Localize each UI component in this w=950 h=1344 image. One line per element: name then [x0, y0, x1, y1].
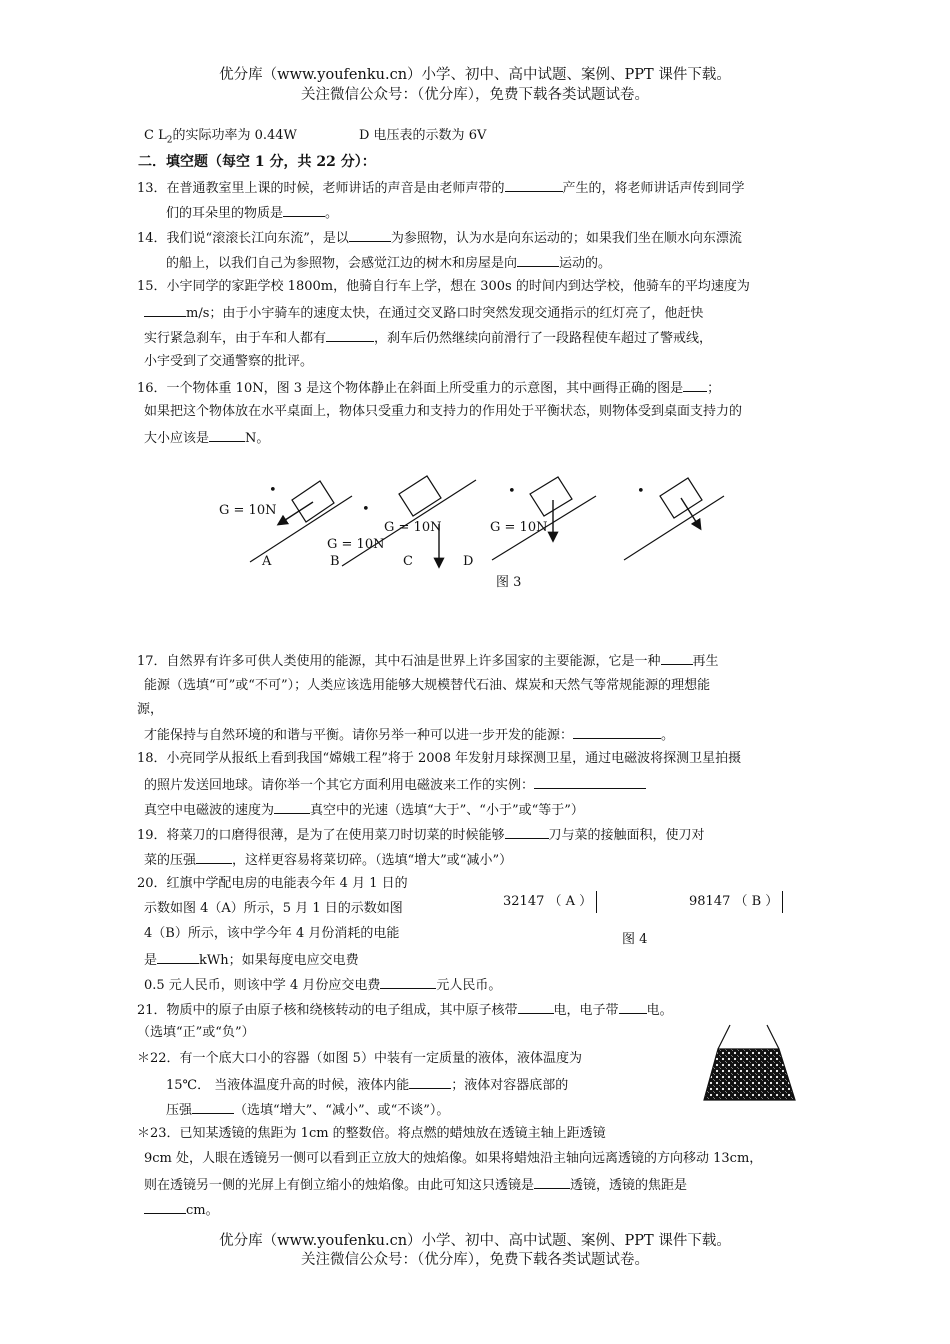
q16-line-2: 如果把这个物体放在水平桌面上，物体只受重力和支持力的作用处于平衡状态，则物体受到桌面支持力的	[144, 404, 743, 419]
q17-text-d: 。	[661, 728, 675, 743]
option-label-a: A	[262, 554, 272, 569]
q13-text-d: 。	[325, 206, 339, 221]
option-c-subscript: 2	[166, 135, 173, 146]
q16-text-c: 大小应该是	[144, 431, 210, 446]
q19-text-d: ，这样更容易将菜切碎。（选填“增大”或“减小”）	[232, 853, 513, 868]
dot-d: •	[637, 484, 645, 499]
dot-a: •	[269, 483, 277, 498]
footer-line-1: 优分库（www.youfenku.cn）小学、初中、高中试题、案例、PPT 课件下载。	[219, 1233, 731, 1249]
q21-text-a: 21．物质中的原子由原子核和绕核转动的电子组成，其中原子核带	[137, 1003, 518, 1018]
container-wall-left-top	[718, 1025, 730, 1049]
q22-line-1: ＊22．有一个底大口小的容器（如图 5）中装有一定质量的液体，液体温度为	[137, 1051, 582, 1066]
figure-4-caption: 图 4	[622, 932, 648, 947]
q20-line-1: 20．红旗中学配电房的电能表今年 4 月 1 日的	[137, 876, 408, 891]
q14-text-c: 的船上，以我们自己为参照物，会感觉江边的树木和房屋是向	[166, 256, 518, 271]
q23-blank-2[interactable]	[144, 1199, 186, 1214]
q16-text-b: ；	[707, 381, 721, 396]
gravity-label-c: G = 10N	[384, 520, 442, 535]
q23-text-b: 透镜，透镜的焦距是	[570, 1178, 688, 1193]
q17-text-a: 17．自然界有许多可供人类使用的能源，其中石油是世界上许多国家的主要能源，它是一种	[137, 654, 661, 669]
q18-text-c: 真空中的光速（选填“大于”、“小于”或“等于”）	[310, 803, 584, 818]
gravity-label-b: G = 10N	[327, 537, 385, 552]
section-title: 二．填空题（每空 1 分，共 22 分）：	[138, 154, 376, 170]
q16-text-a: 16．一个物体重 10N，图 3 是这个物体静止在斜面上所受重力的示意图，其中画得正确的图是	[137, 381, 684, 396]
q19-text-b: 刀与菜的接触面积，使刀对	[548, 828, 705, 843]
q23-text-c: cm。	[186, 1203, 219, 1218]
q23-line-3	[144, 1174, 687, 1196]
option-label-c: C	[403, 554, 413, 569]
q22-text-a: 15℃． 当液体温度升高的时候，液体内能	[166, 1078, 410, 1093]
figure-3-caption: 图 3	[496, 575, 522, 590]
q15-text-b: m/s；由于小宇骑车的速度太快，在通过交叉路口时突然发现交通指示的红灯亮了，他赶快	[186, 306, 704, 321]
q13-text-a: 13．在普通教室里上课的时候，老师讲话的声音是由老师声带的	[137, 181, 505, 196]
q19-text-a: 19．将菜刀的口磨得很薄，是为了在使用菜刀时切菜的时候能够	[137, 828, 505, 843]
q21-text-b: 电，电子带	[553, 1003, 619, 1018]
q17-line-2: 能源（选填“可”或“不可”）；人类应该选用能够大规模替代石油、煤炭和天然气等常规能源的理想能	[144, 678, 711, 693]
option-c-text: 的实际功率为 0.44W	[172, 128, 297, 143]
q20-line-3: 4（B）所示，该中学今年 4 月份消耗的电能	[144, 926, 400, 941]
container-wall-right-top	[767, 1025, 779, 1049]
q23-line-2: 9cm 处，人眼在透镜另一侧可以看到正立放大的烛焰像。如果将蜡烛沿主轴向远离透镜的方向移动 13cm，	[144, 1151, 763, 1166]
q13-text-c: 们的耳朵里的物质是	[166, 206, 284, 221]
q22-text-d: （选填“增大”、“减小”、或“不谈”）。	[234, 1103, 450, 1118]
q14-text-b: 为参照物，认为水是向东运动的；如果我们坐在顺水向东漂流	[390, 231, 742, 246]
q14-text-a: 14．我们说“滚滚长江向东流”，是以	[137, 231, 349, 246]
q20-text-c: 0.5 元人民币，则该中学 4 月份应交电费	[144, 978, 381, 993]
option-label-b: B	[330, 554, 340, 569]
q14-text-d: 运动的。	[559, 256, 612, 271]
header-line-1: 优分库（www.youfenku.cn）小学、初中、高中试题、案例、PPT 课件下载。	[219, 67, 731, 83]
q20-text-b: kWh；如果每度电应交电费	[199, 953, 359, 968]
container-liquid	[704, 1049, 795, 1100]
q19-text-c: 菜的压强	[144, 853, 197, 868]
q15-line-4: 小宇受到了交通警察的批评。	[144, 354, 314, 369]
q18-text-a: 的照片发送回地球。请你举一个其它方面利用电磁波来工作的实例：	[144, 778, 535, 793]
q18-text-b: 真空中电磁波的速度为	[144, 803, 275, 818]
meter-b-reading: 98147 （ B ）	[689, 894, 779, 909]
q16-text-d: N。	[245, 431, 270, 446]
option-d: D 电压表的示数为 6V	[359, 128, 487, 143]
q18-line-1: 18．小亮同学从报纸上看到我国“嫦娥工程”将于 2008 年发射月球探测卫星，通过电磁波将探测卫星拍摄	[137, 751, 742, 766]
q23-line-1: ＊23．已知某透镜的焦距为 1cm 的整数倍。将点燃的蜡烛放在透镜主轴上距透镜	[137, 1126, 606, 1141]
q17-text-b: 再生	[692, 654, 719, 669]
gravity-label-d: G = 10N	[490, 520, 548, 535]
q23-line-4	[144, 1199, 219, 1221]
dot-b: •	[362, 502, 370, 517]
gravity-label-a: G = 10N	[219, 503, 277, 518]
q15-text-d: ，刹车后仍然继续向前滑行了一段路程使车超过了警戒线，	[374, 331, 713, 346]
footer-line-2: 关注微信公众号：（优分库），免费下载各类试题试卷。	[301, 1252, 649, 1268]
option-label-d: D	[463, 554, 474, 569]
q15-text-c: 实行紧急刹车，由于车和人都有	[144, 331, 327, 346]
q17-line-3: 源，	[137, 702, 164, 717]
q13-text-b: 产生的，将老师讲话声传到同学	[562, 181, 745, 196]
option-c-prefix: C L	[144, 128, 167, 143]
q21-text-c: 电。	[646, 1003, 673, 1018]
meter-a-reading: 32147 （ A ）	[503, 894, 593, 909]
q22-text-c: 压强	[166, 1103, 193, 1118]
q20-text-d: 元人民币。	[436, 978, 502, 993]
q21-line-2: （选填“正”或“负”）	[137, 1025, 255, 1040]
q15-line-1: 15．小宇同学的家距学校 1800m，他骑自行车上学，想在 300s 的时间内到达学校，他骑车的平均速度为	[137, 279, 750, 294]
q20-text-a: 是	[144, 953, 158, 968]
q23-text-a: 则在透镜另一侧的光屏上有倒立缩小的烛焰像。由此可知这只透镜是	[144, 1178, 535, 1193]
q20-line-2: 示数如图 4（A）所示，5 月 1 日的示数如图	[144, 901, 403, 916]
header-line-2: 关注微信公众号：（优分库），免费下载各类试题试卷。	[301, 87, 649, 103]
q17-text-c: 才能保持与自然环境的和谐与平衡。请你另举一种可以进一步开发的能源：	[144, 728, 574, 743]
dot-c: •	[508, 484, 516, 499]
q22-text-b: ；液体对容器底部的	[451, 1078, 569, 1093]
q23-blank-1[interactable]	[534, 1174, 570, 1189]
